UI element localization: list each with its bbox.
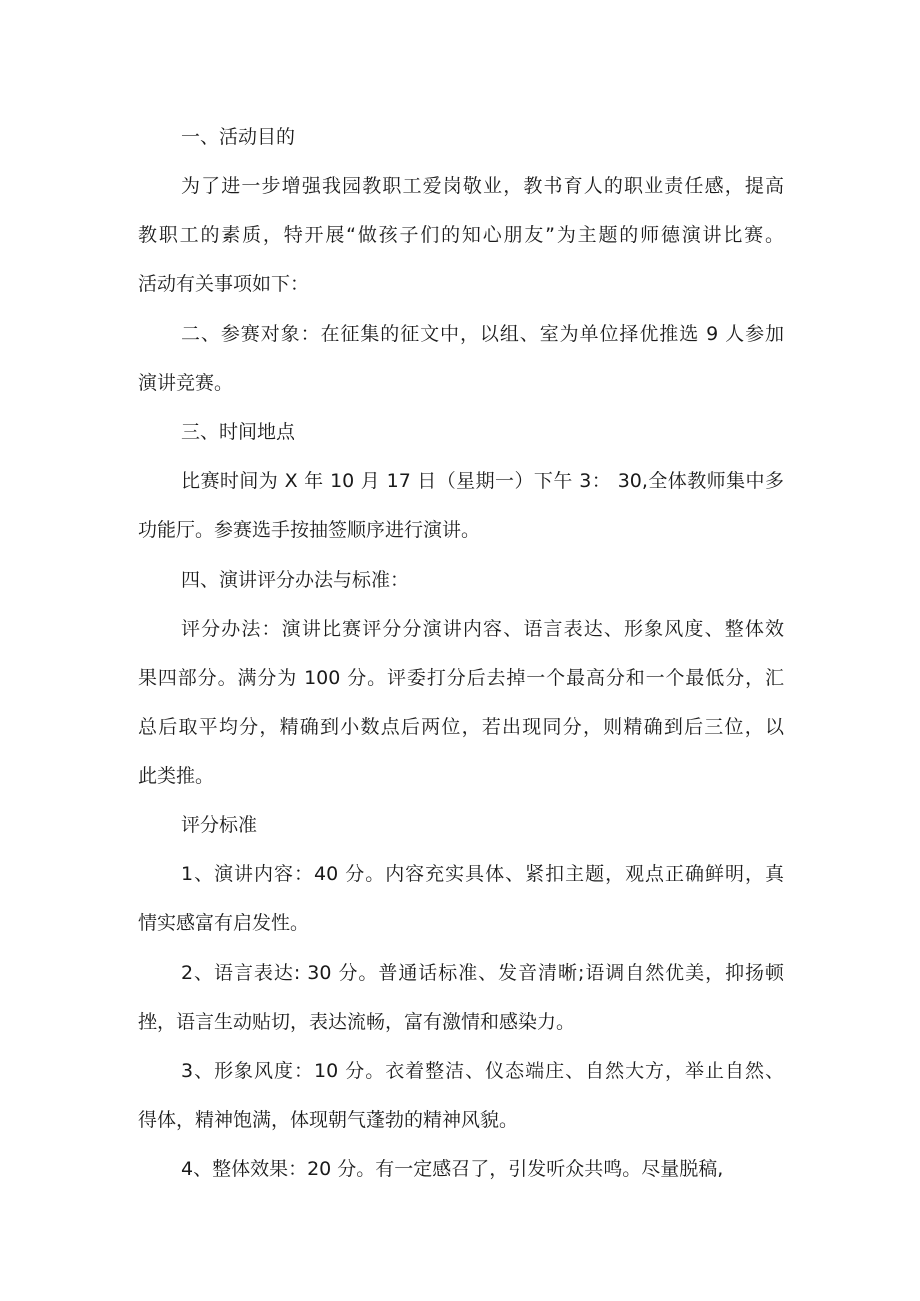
criteria-item-overall: 4、整体效果：20 分。有一定感召了，引发听众共鸣。尽量脱稿, [181, 1158, 724, 1180]
paragraph-line: 挫，语言生动贴切，表达流畅，富有激情和感染力。 [138, 1011, 576, 1033]
criteria-item-content: 1、演讲内容：40 分。内容充实具体、紧扣主题，观点正确鲜明，真 [181, 863, 784, 885]
criteria-item-language: 2、语言表达: 30 分。普通话标准、发音清晰;语调自然优美，抑扬顿 [181, 962, 784, 984]
paragraph-line: 总后取平均分，精确到小数点后两位，若出现同分，则精确到后三位，以 [138, 716, 784, 738]
paragraph-line: 得体，精神饱满，体现朝气蓬勃的精神风貌。 [138, 1109, 519, 1131]
subheading-criteria: 评分标准 [181, 814, 258, 836]
section-heading-purpose: 一、活动目的 [181, 126, 296, 148]
paragraph-line: 此类推。 [138, 765, 215, 787]
paragraph-line: 果四部分。满分为 100 分。评委打分后去掉一个最高分和一个最低分，汇 [138, 667, 784, 689]
criteria-item-appearance: 3、形象风度：10 分。衣着整洁、仪态端庄、自然大方，举止自然、 [181, 1060, 784, 1082]
paragraph-line: 演讲竞赛。 [138, 372, 234, 394]
paragraph-line: 功能厅。参赛选手按抽签顺序进行演讲。 [138, 519, 481, 541]
paragraph-line: 比赛时间为 X 年 10 月 17 日（星期一）下午 3： 30,全体教师集中多 [181, 470, 784, 492]
section-heading-participants: 二、参赛对象：在征集的征文中，以组、室为单位择优推选 9 人参加 [181, 323, 784, 345]
paragraph-line: 活动有关事项如下： [138, 273, 310, 295]
section-heading-time-place: 三、时间地点 [181, 421, 296, 443]
paragraph-line: 为了进一步增强我园教职工爱岗敬业，教书育人的职业责任感，提高 [181, 175, 784, 197]
paragraph-line: 情实感富有启发性。 [138, 912, 310, 934]
section-heading-scoring: 四、演讲评分办法与标准： [181, 569, 410, 591]
paragraph-line: 评分办法：演讲比赛评分分演讲内容、语言表达、形象风度、整体效 [181, 618, 784, 640]
paragraph-line: 教职工的素质，特开展“做孩子们的知心朋友”为主题的师德演讲比赛。 [138, 224, 784, 246]
